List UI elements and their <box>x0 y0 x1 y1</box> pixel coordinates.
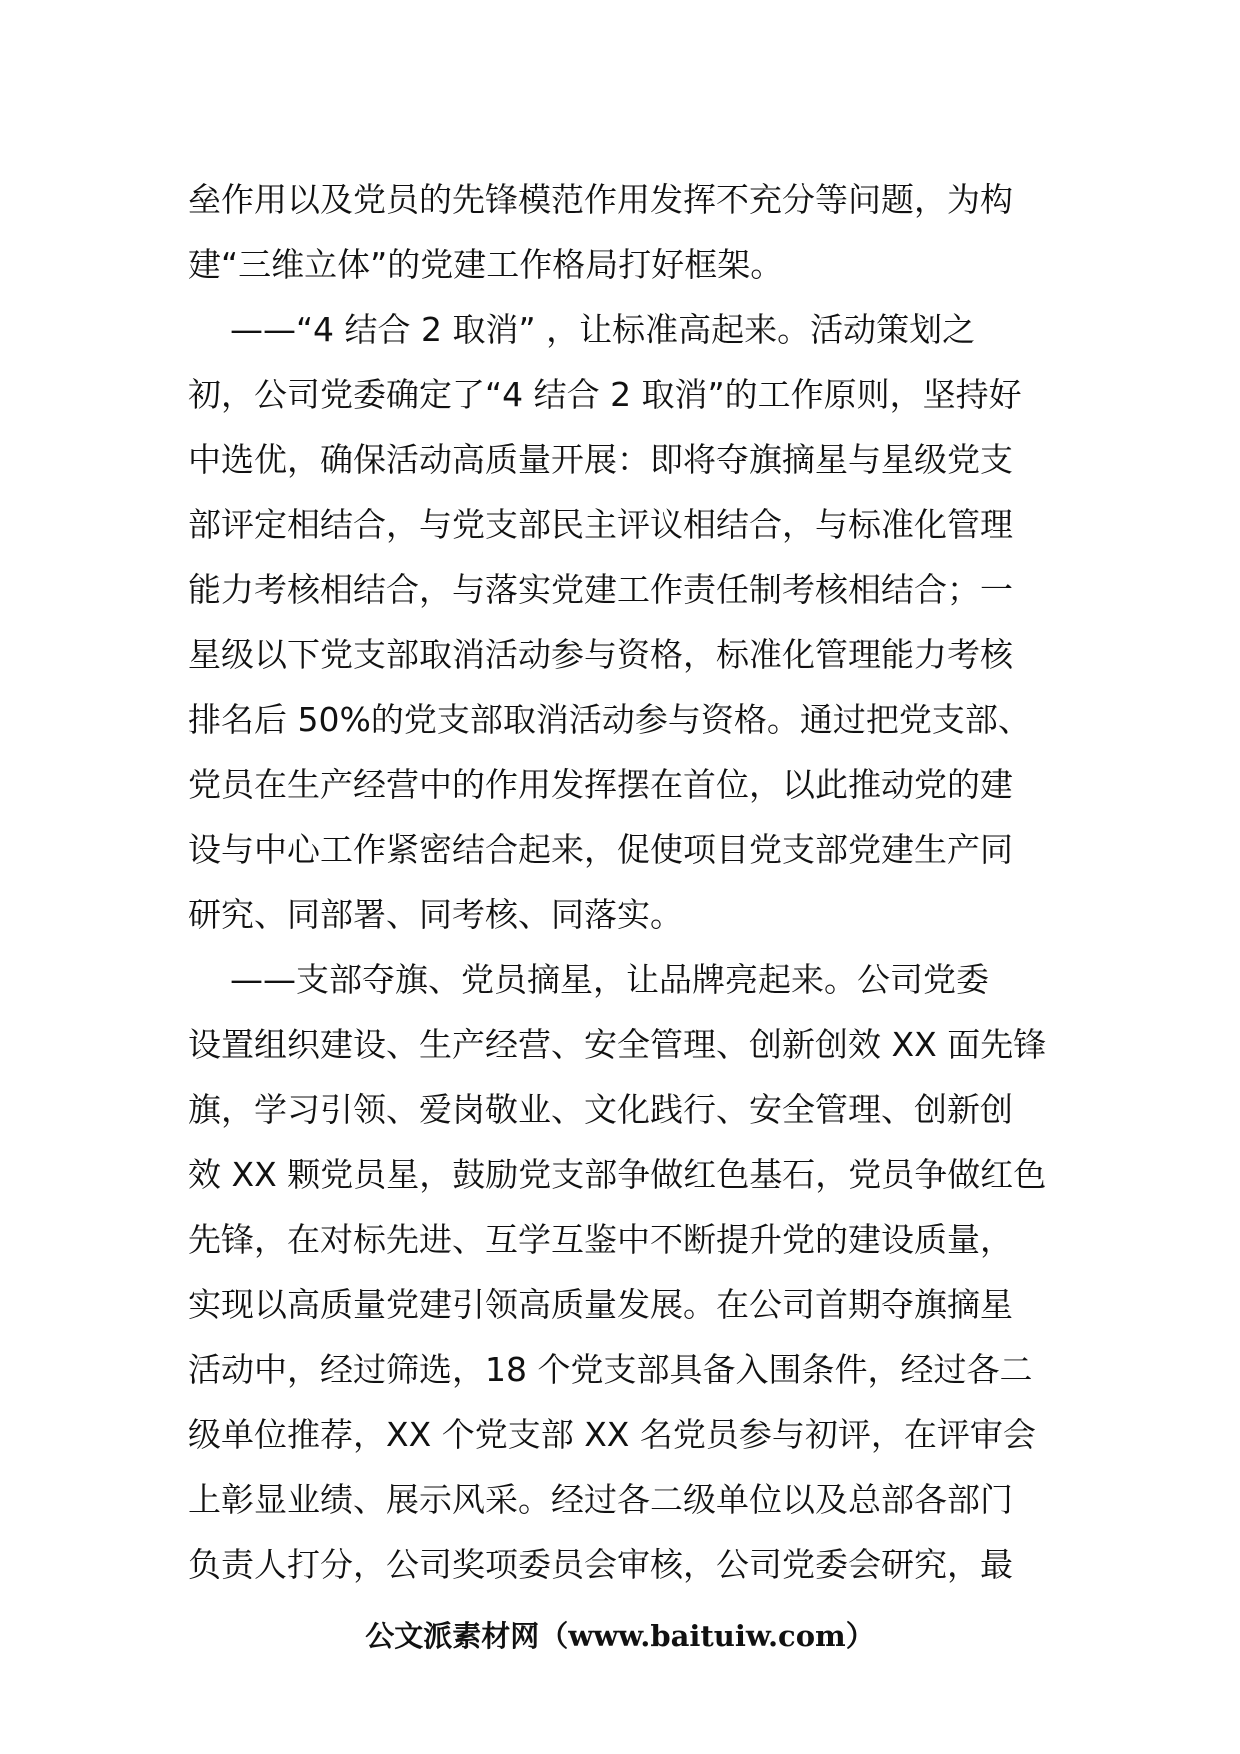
text-line: 中选优，确保活动高质量开展：即将夺旗摘星与星级党支 <box>188 440 1013 479</box>
text-line: 能力考核相结合，与落实党建工作责任制考核相结合；一 <box>188 570 1013 609</box>
text-line: 活动中，经过筛选，18 个党支部具备入围条件，经过各二 <box>188 1350 1033 1389</box>
text-line: 级单位推荐，XX 个党支部 XX 名党员参与初评，在评审会 <box>188 1415 1036 1454</box>
text-line: 初，公司党委确定了“4 结合 2 取消”的工作原则，坚持好 <box>188 375 1022 414</box>
text-line: 设置组织建设、生产经营、安全管理、创新创效 XX 面先锋 <box>188 1025 1047 1064</box>
text-line: 负责人打分，公司奖项委员会审核，公司党委会研究，最 <box>188 1545 1013 1584</box>
text-line: 设与中心工作紧密结合起来，促使项目党支部党建生产同 <box>188 830 1013 869</box>
text-line: 上彰显业绩、展示风采。经过各二级单位以及总部各部门 <box>188 1480 1013 1519</box>
text-line: 效 XX 颗党员星，鼓励党支部争做红色基石，党员争做红色 <box>188 1155 1047 1194</box>
text-line: 旗，学习引领、爱岗敬业、文化践行、安全管理、创新创 <box>188 1090 1013 1129</box>
text-line: 垒作用以及党员的先锋模范作用发挥不充分等问题，为构 <box>188 180 1013 219</box>
text-line: 先锋，在对标先进、互学互鉴中不断提升党的建设质量， <box>188 1220 1013 1259</box>
text-line: 实现以高质量党建引领高质量发展。在公司首期夺旗摘星 <box>188 1285 1013 1324</box>
text-line: 排名后 50%的党支部取消活动参与资格。通过把党支部、 <box>188 700 1031 739</box>
text-line: 研究、同部署、同考核、同落实。 <box>188 895 683 934</box>
text-line: 部评定相结合，与党支部民主评议相结合，与标准化管理 <box>188 505 1013 544</box>
text-line: ——支部夺旗、党员摘星，让品牌亮起来。公司党委 <box>188 960 989 999</box>
footer-watermark: 公文派素材网（www.baituiw.com） <box>365 1619 875 1653</box>
text-line: ——“4 结合 2 取消” ，让标准高起来。活动策划之 <box>188 310 976 349</box>
text-line: 建“三维立体”的党建工作格局打好框架。 <box>188 245 784 284</box>
text-line: 星级以下党支部取消活动参与资格，标准化管理能力考核 <box>188 635 1013 674</box>
text-line: 党员在生产经营中的作用发挥摆在首位，以此推动党的建 <box>188 765 1013 804</box>
document-body <box>188 167 1058 1597</box>
